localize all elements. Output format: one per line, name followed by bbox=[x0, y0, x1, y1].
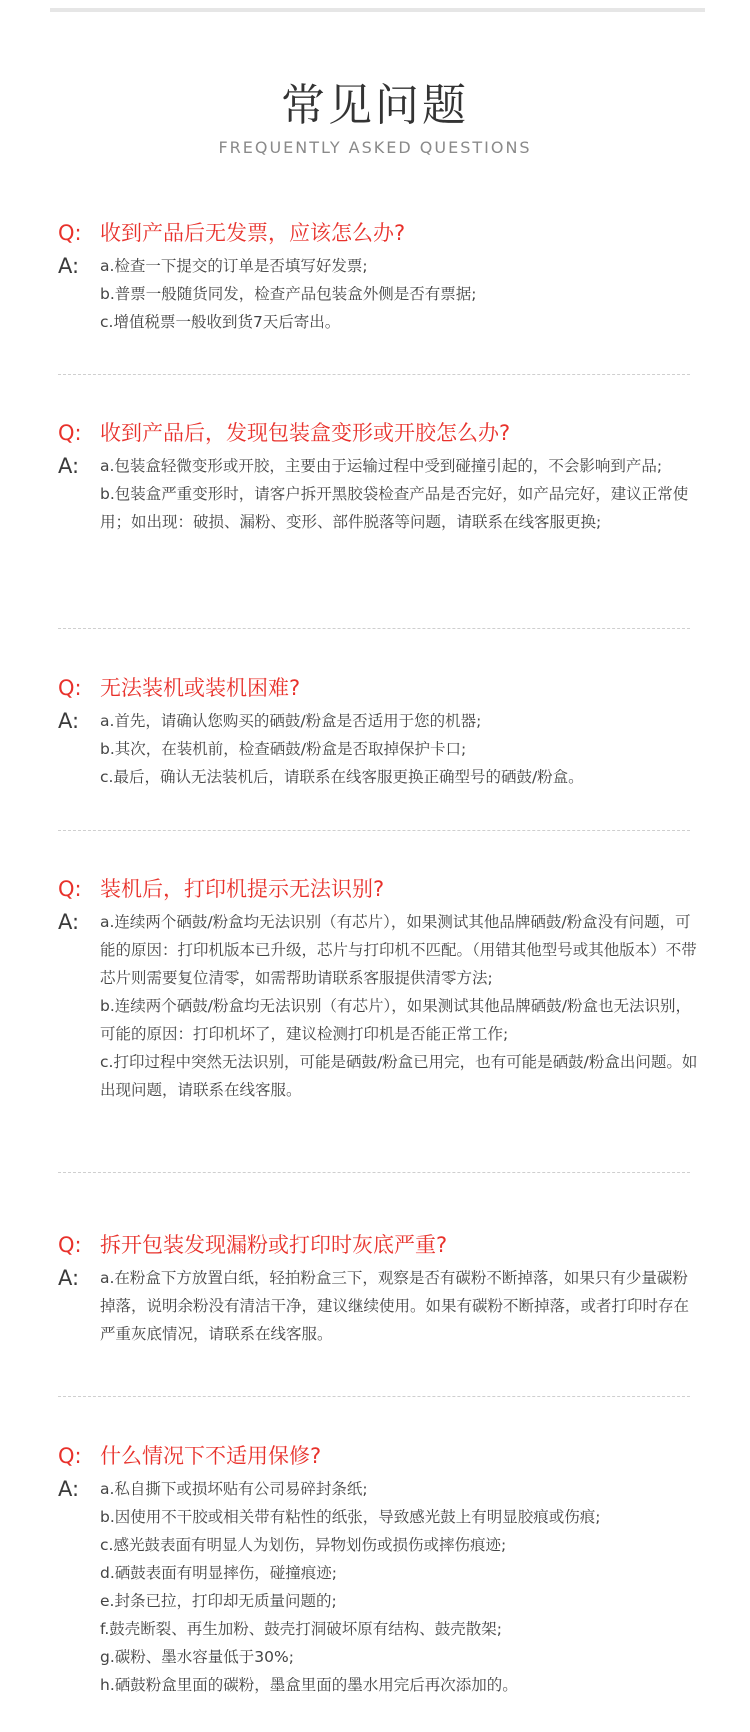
faq-question: 无法装机或装机困难? bbox=[100, 676, 301, 700]
faq-question-row bbox=[58, 218, 698, 248]
faq-question-row bbox=[58, 874, 698, 904]
faq-answer-line: a.连续两个硒鼓/粉盒均无法识别（有芯片），如果测试其他品牌硒鼓/粉盒没有问题，可能的原因：打印机版本已升级，芯片与打印机不匹配。（用错其他型号或其他版本）不带芯片则需要复位清零，如需帮助请联系客服提供清零方法; bbox=[100, 913, 697, 987]
faq-answer-list bbox=[100, 252, 698, 336]
faq-question: 装机后，打印机提示无法识别? bbox=[100, 877, 385, 901]
faq-answer-line: b.普票一般随货同发，检查产品包装盒外侧是否有票据; bbox=[100, 285, 477, 303]
faq-answer-list bbox=[100, 1475, 698, 1699]
faq-answer-row bbox=[58, 252, 698, 336]
question-marker: Q: bbox=[58, 221, 82, 245]
faq-question-row bbox=[58, 418, 698, 448]
answer-marker: A: bbox=[58, 1477, 80, 1501]
faq-item-4 bbox=[58, 874, 698, 1104]
top-rule bbox=[50, 8, 705, 12]
answer-marker: A: bbox=[58, 910, 80, 934]
faq-answer-line: c.感光鼓表面有明显人为划伤，异物划伤或损伤或摔伤痕迹; bbox=[100, 1536, 507, 1554]
faq-answer-line: a.包装盒轻微变形或开胶，主要由于运输过程中受到碰撞引起的，不会影响到产品; bbox=[100, 457, 663, 475]
answer-marker: A: bbox=[58, 709, 80, 733]
faq-answer-row bbox=[58, 1475, 698, 1699]
faq-answer-line: a.在粉盒下方放置白纸，轻拍粉盒三下，观察是否有碳粉不断掉落，如果只有少量碳粉掉落，说明余粉没有清洁干净，建议继续使用。如果有碳粉不断掉落，或者打印时存在严重灰底情况，请联系在线客服。 bbox=[100, 1269, 690, 1343]
faq-answer-line: a.首先，请确认您购买的硒鼓/粉盒是否适用于您的机器; bbox=[100, 712, 482, 730]
faq-answer-row bbox=[58, 908, 698, 1104]
faq-answer-row bbox=[58, 452, 698, 536]
faq-item-5 bbox=[58, 1230, 698, 1348]
section-divider bbox=[58, 628, 690, 629]
faq-answer-line: c.增值税票一般收到货7天后寄出。 bbox=[100, 313, 341, 331]
faq-answer-list bbox=[100, 908, 698, 1104]
question-marker: Q: bbox=[58, 676, 82, 700]
faq-answer-line: h.硒鼓粉盒里面的碳粉，墨盒里面的墨水用完后再次添加的。 bbox=[100, 1676, 518, 1694]
answer-marker: A: bbox=[58, 454, 80, 478]
question-marker: Q: bbox=[58, 1444, 82, 1468]
page-header bbox=[0, 80, 750, 158]
faq-answer-line: a.检查一下提交的订单是否填写好发票; bbox=[100, 257, 368, 275]
question-marker: Q: bbox=[58, 877, 82, 901]
faq-answer-list bbox=[100, 1264, 698, 1348]
faq-answer-line: c.最后，确认无法装机后，请联系在线客服更换正确型号的硒鼓/粉盒。 bbox=[100, 768, 584, 786]
faq-question: 什么情况下不适用保修? bbox=[100, 1444, 322, 1468]
faq-item-1 bbox=[58, 218, 698, 336]
faq-answer-line: e.封条已拉，打印却无质量问题的; bbox=[100, 1592, 337, 1610]
question-marker: Q: bbox=[58, 1233, 82, 1257]
faq-question: 拆开包装发现漏粉或打印时灰底严重? bbox=[100, 1233, 448, 1257]
faq-answer-list bbox=[100, 707, 698, 791]
section-divider bbox=[58, 830, 690, 831]
section-divider bbox=[58, 374, 690, 375]
answer-marker: A: bbox=[58, 254, 80, 278]
faq-answer-line: b.包装盒严重变形时，请客户拆开黑胶袋检查产品是否完好，如产品完好，建议正常使用；如出现：破损、漏粉、变形、部件脱落等问题，请联系在线客服更换; bbox=[100, 485, 689, 531]
faq-answer-row bbox=[58, 1264, 698, 1348]
question-marker: Q: bbox=[58, 421, 82, 445]
faq-answer-line: c.打印过程中突然无法识别，可能是硒鼓/粉盒已用完，也有可能是硒鼓/粉盒出问题。如出现问题，请联系在线客服。 bbox=[100, 1053, 698, 1099]
faq-answer-line: g.碳粉、墨水容量低于30%; bbox=[100, 1648, 294, 1666]
faq-answer-line: f.鼓壳断裂、再生加粉、鼓壳打洞破坏原有结构、鼓壳散架; bbox=[100, 1620, 502, 1638]
faq-answer-row bbox=[58, 707, 698, 791]
answer-marker: A: bbox=[58, 1266, 80, 1290]
faq-question-row bbox=[58, 673, 698, 703]
faq-answer-line: b.因使用不干胶或相关带有粘性的纸张，导致感光鼓上有明显胶痕或伤痕; bbox=[100, 1508, 601, 1526]
faq-item-2 bbox=[58, 418, 698, 536]
faq-answer-line: a.私自撕下或损坏贴有公司易碎封条纸; bbox=[100, 1480, 368, 1498]
faq-question: 收到产品后，发现包装盒变形或开胶怎么办? bbox=[100, 421, 511, 445]
faq-answer-line: b.连续两个硒鼓/粉盒均无法识别（有芯片），如果测试其他品牌硒鼓/粉盒也无法识别，可能的原因：打印机坏了，建议检测打印机是否能正常工作; bbox=[100, 997, 691, 1043]
section-divider bbox=[58, 1172, 690, 1173]
faq-answer-line: b.其次，在装机前，检查硒鼓/粉盒是否取掉保护卡口; bbox=[100, 740, 467, 758]
faq-answer-line: d.硒鼓表面有明显摔伤，碰撞痕迹; bbox=[100, 1564, 337, 1582]
page-title: 常见问题 bbox=[281, 80, 469, 131]
page-subtitle: FREQUENTLY ASKED QUESTIONS bbox=[218, 138, 532, 157]
faq-question-row bbox=[58, 1441, 698, 1471]
faq-answer-list bbox=[100, 452, 698, 536]
faq-item-3 bbox=[58, 673, 698, 791]
faq-question: 收到产品后无发票，应该怎么办? bbox=[100, 221, 406, 245]
section-divider bbox=[58, 1396, 690, 1397]
faq-item-6 bbox=[58, 1441, 698, 1699]
faq-question-row bbox=[58, 1230, 698, 1260]
